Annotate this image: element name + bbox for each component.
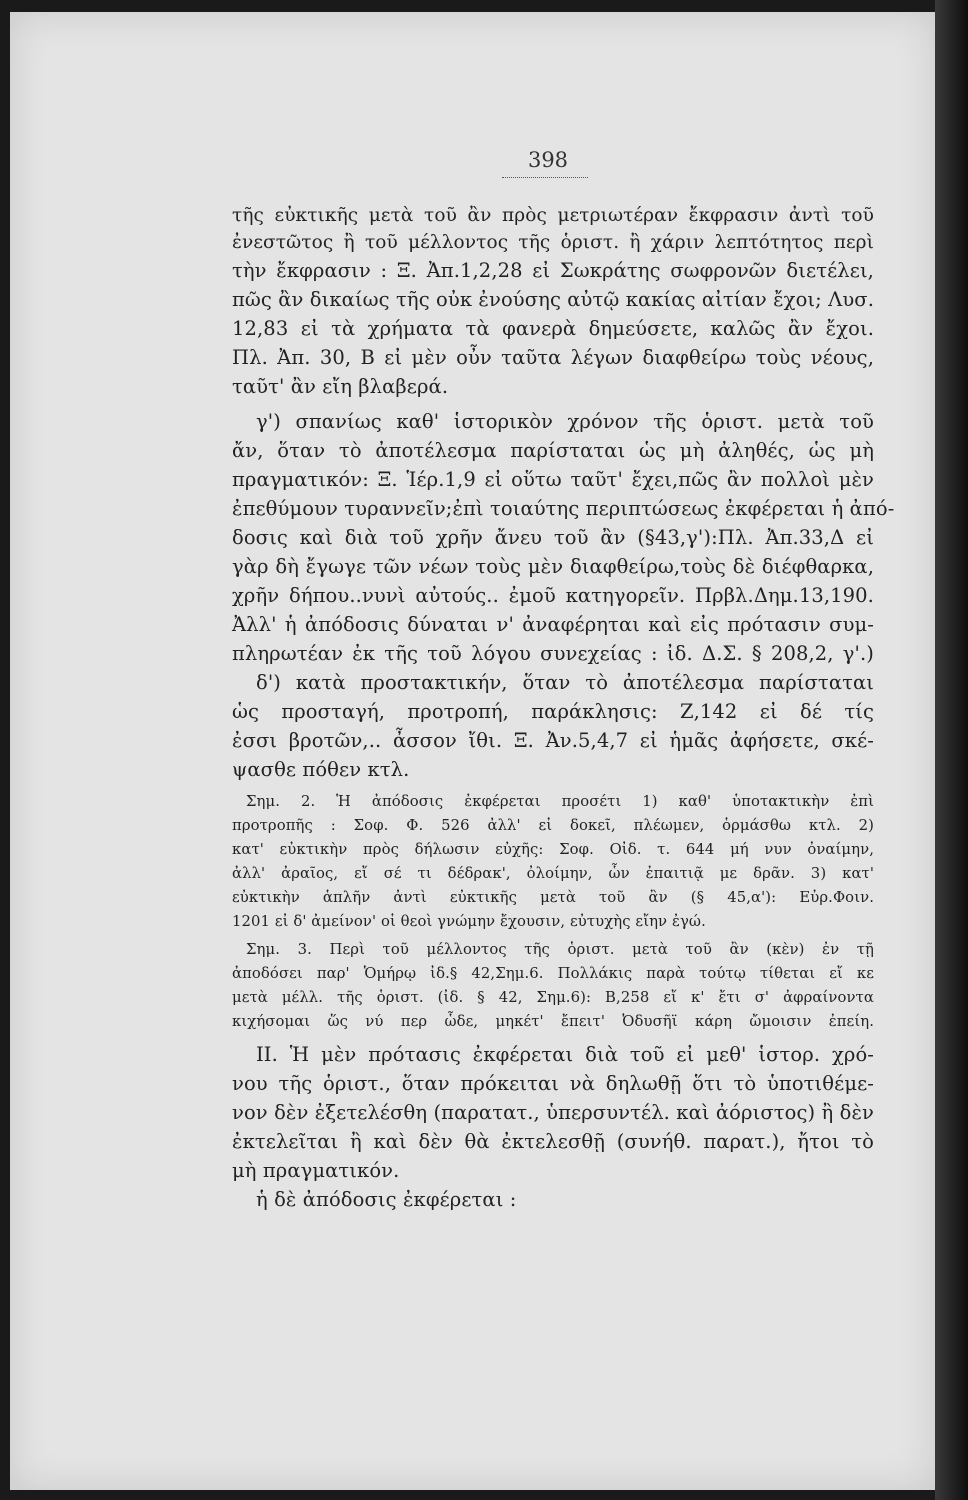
note-line: κατ' εὐκτικὴν πρὸς δήλωσιν εὐχῆς: Σοφ. Οἰδ. τ. 644 μή νυν ὀναίμην,	[232, 841, 874, 859]
section-delta	[232, 668, 874, 784]
text-line: ἐσσι βροτῶν,.. ἆσσον ἴθι. Ξ. Ἀν.5,4,7 εἰ ἡμᾶς ἀφήσετε, σκέ-	[232, 729, 874, 753]
text-line: δ') κατὰ προστακτικήν, ὅταν τὸ ἀποτέλεσμα παρίσταται	[256, 671, 874, 695]
text-line: II. Ἡ μὲν πρότασις ἐκφέρεται διὰ τοῦ εἰ μεθ' ἱστορ. χρό-	[256, 1043, 874, 1067]
final-line: ἡ δὲ ἀπόδοσις ἐκφέρεται :	[256, 1188, 517, 1212]
text-line: ἄν, ὅταν τὸ ἀποτέλεσμα παρίσταται ὡς μὴ ἀληθές, ὡς μὴ	[232, 439, 874, 463]
page-number-rule	[502, 177, 588, 178]
text-line: Πλ. Ἀπ. 30, Β εἰ μὲν οὖν ταῦτα λέγων διαφθείρω τοὺς νέους,	[232, 346, 874, 370]
text-line: ἐπεθύμουν τυραννεῖν;ἐπὶ τοιαύτης περιπτώσεως ἐκφέρεται ἡ ἀπό-	[232, 497, 895, 521]
note-line: ἀλλ' ἀραῖος, εἴ σέ τι δέδρακ', ὀλοίμην, ὧν ἐπαιτιᾷ με δρᾶν. 3) κατ'	[232, 865, 874, 883]
text-line: χρῆν δήπου..νυνὶ αὐτούς.. ἐμοῦ κατηγορεῖν. Πρβλ.Δημ.13,190.	[232, 584, 874, 608]
text-line: ἐκτελεῖται ἢ καὶ δὲν θὰ ἐκτελεσθῇ (συνήθ. παρατ.), ἤτοι τὸ	[232, 1130, 874, 1154]
text-line: ταῦτ' ἂν εἴη βλαβερά.	[232, 375, 449, 399]
text-line: γὰρ δὴ ἔγωγε τῶν νέων τοὺς μὲν διαφθείρω,τοὺς δὲ διέφθαρκα,	[232, 555, 874, 579]
text-line: πληρωτέαν ἐκ τῆς τοῦ λόγου συνεχείας : ἰδ. Δ.Σ. § 208,2, γ'.)	[232, 642, 874, 666]
text-line: πραγματικόν: Ξ. Ἱέρ.1,9 εἰ οὕτω ταῦτ' ἔχει,πῶς ἂν πολλοὶ μὲν	[232, 468, 874, 492]
note-line: Σημ. 3. Περὶ τοῦ μέλλοντος τῆς ὁριστ. μετὰ τοῦ ἂν (κὲν) ἐν τῇ	[246, 941, 874, 959]
section-II	[232, 1040, 874, 1185]
text-line: δοσις καὶ διὰ τοῦ χρῆν ἄνευ τοῦ ἂν (§43,γ'):Πλ. Ἀπ.33,Δ εἰ	[232, 526, 874, 550]
text-line: Ἀλλ' ἡ ἀπόδοσις δύναται ν' ἀναφέρηται καὶ εἰς πρότασιν συμ-	[232, 613, 874, 637]
note-line: 1201 εἰ δ' ἀμείνον' οἱ θεοὶ γνώμην ἔχουσιν, εὐτυχὴς εἴην ἐγώ.	[232, 913, 706, 931]
note-line: εὐκτικὴν ἁπλῆν ἀντὶ εὐκτικῆς μετὰ τοῦ ἂν (§ 45,α'): Εὐρ.Φοιν.	[232, 889, 874, 907]
text-line: νου τῆς ὁριστ., ὅταν πρόκειται νὰ δηλωθῇ ὅτι τὸ ὑποτιθέμε-	[232, 1072, 874, 1096]
body-text	[232, 202, 895, 1214]
text-line: 12,83 εἰ τὰ χρήματα τὰ φανερὰ δημεύσετε, καλῶς ἂν ἔχοι.	[232, 317, 874, 341]
note-line: ἀποδόσει παρ' Ὁμήρῳ ἰδ.§ 42,Σημ.6. Πολλάκις παρὰ τούτῳ τίθεται εἴ κε	[232, 965, 874, 983]
paragraph-intro	[232, 202, 874, 401]
note-line: προτροπῆς : Σοφ. Φ. 526 ἀλλ' εἰ δοκεῖ, πλέωμεν, ὁρμάσθω κτλ. 2)	[232, 817, 874, 835]
page-number: 398	[527, 148, 569, 172]
text-line: μὴ πραγματικόν.	[232, 1159, 400, 1183]
text-line: ἐνεστῶτος ἢ τοῦ μέλλοντος τῆς ὁριστ. ἢ χάριν λεπτότητος περὶ	[232, 232, 874, 254]
note-3	[232, 938, 874, 1034]
note-2	[232, 790, 874, 934]
section-gamma	[232, 407, 895, 668]
note-line: Σημ. 2. Ἡ ἀπόδοσις ἐκφέρεται προσέτι 1) καθ' ὑποτακτικὴν ἐπὶ	[246, 793, 874, 811]
text-line: ὡς προσταγή, προτροπή, παράκλησις: Ζ,142 εἰ δέ τίς	[232, 700, 874, 724]
note-line: κιχήσομαι ὥς νύ περ ὧδε, μηκέτ' ἔπειτ' Ὀδυσῆϊ κάρη ὤμοισιν ἐπείη.	[232, 1013, 874, 1031]
text-line: πῶς ἂν δικαίως τῆς οὐκ ἐνούσης αὐτῷ κακίας αἰτίαν ἔχοι; Λυσ.	[232, 288, 874, 312]
text-line: ψασθε πόθεν κτλ.	[232, 758, 410, 782]
text-line: νον δὲν ἐξετελέσθη (παρατατ., ὑπερσυντέλ. καὶ ἀόριστος) ἢ δὲν	[232, 1101, 874, 1125]
text-line: γ') σπανίως καθ' ἱστορικὸν χρόνον τῆς ὁριστ. μετὰ τοῦ	[256, 410, 874, 434]
text-line: τὴν ἔκφρασιν : Ξ. Ἀπ.1,2,28 εἰ Σωκράτης σωφρονῶν διετέλει,	[232, 259, 874, 283]
page-edge-shadow	[935, 0, 968, 1500]
note-line: μετὰ μέλλ. τῆς ὁριστ. (ἰδ. § 42, Σημ.6): Β,258 εἴ κ' ἔτι σ' ἀφραίνοντα	[232, 989, 874, 1007]
text-line: τῆς εὐκτικῆς μετὰ τοῦ ἂν πρὸς μετριωτέραν ἔκφρασιν ἀντὶ τοῦ	[232, 205, 874, 226]
